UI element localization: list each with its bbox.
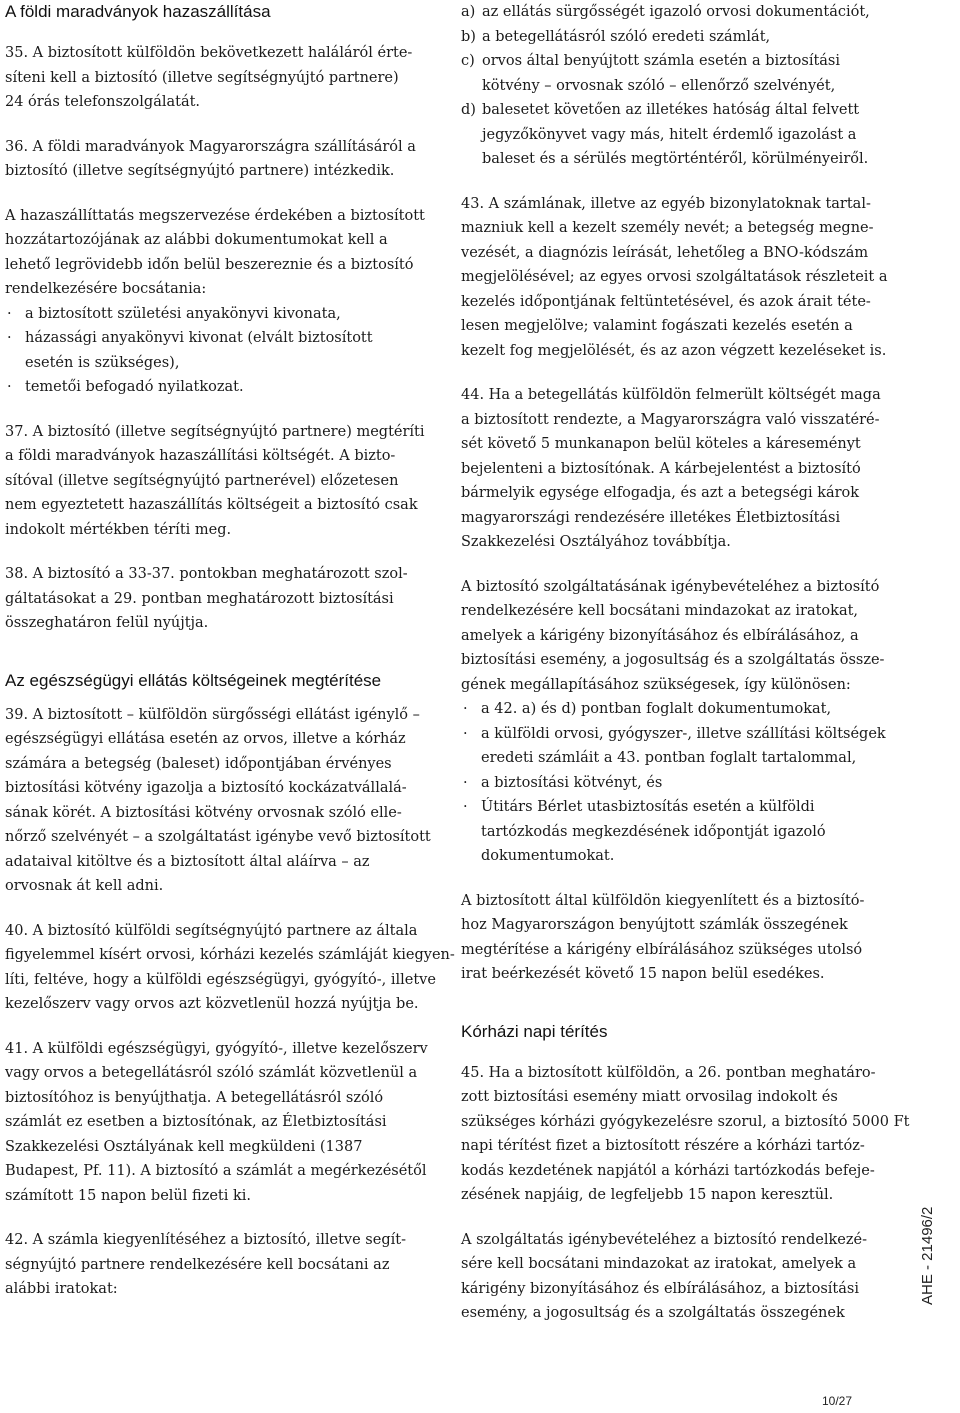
text-line: egészségügyi ellátása esetén az orvos, illetve a kórház bbox=[5, 731, 406, 747]
item-letter: b) bbox=[461, 28, 476, 45]
text-line: sának körét. A biztosítási kötvény orvosnak szóló elle- bbox=[5, 804, 402, 821]
lettered-item-text: kötvény – orvosnak szóló – ellenőrző szelvényét, bbox=[482, 77, 836, 94]
text-line: sére kell bocsátani mindazokat az iratokat, amelyek a bbox=[461, 1256, 857, 1272]
lettered-item bbox=[461, 0, 891, 25]
text-line: vagy orvos a betegellátásról szóló számlát közvetlenül a bbox=[5, 1065, 418, 1081]
text-line: számított 15 napon belül fizeti ki. bbox=[5, 1187, 252, 1204]
list-item-text: házassági anyakönyvi kivonat (elvált biztosított bbox=[25, 330, 373, 346]
text-line: amelyek a kárigény bizonyításához és elbírálásához, a bbox=[461, 627, 859, 644]
list-item-text: tartózkodás megkezdésének időpontját igazoló bbox=[481, 823, 826, 840]
text-line: nőrző szelvényét – a szolgáltatást igénybe vevő biztosított bbox=[5, 829, 431, 845]
lettered-item bbox=[461, 49, 891, 98]
text-line: biztosító (illetve segítségnyújtó partnere) intézkedik. bbox=[5, 163, 395, 179]
text-line: magyarországi rendezésére illetékes Életbiztosítási bbox=[461, 509, 841, 526]
item-letter: d) bbox=[461, 102, 476, 118]
lettered-item-text: a betegellátásról szóló eredeti számlát, bbox=[482, 28, 771, 45]
text-line: bármelyik egysége elfogadja, és azt a betegségi károk bbox=[461, 485, 860, 501]
bullet-icon: · bbox=[463, 774, 468, 791]
right-column bbox=[461, 0, 910, 1326]
text-line: Budapest, Pf. 11). A biztosító a számlát a megérkezésétől bbox=[5, 1163, 427, 1179]
paragraph-45-requirements bbox=[461, 1228, 891, 1326]
text-line: líti, feltéve, hogy a külföldi egészségügyi, gyógyító-, illetve bbox=[5, 971, 436, 988]
text-line: számlát ez esetben a biztosítónak, az Életbiztosítási bbox=[5, 1114, 387, 1130]
text-line: rendelkezésére bocsátania: bbox=[5, 281, 207, 297]
bullet-icon: · bbox=[463, 701, 468, 717]
bullet-icon: · bbox=[7, 379, 12, 395]
list-item-text: temetői befogadó nyilatkozat. bbox=[25, 379, 244, 395]
text-line: megtérítése a kárigény elbírálásához szükséges utolsó bbox=[461, 941, 863, 958]
text-line: bejelenteni a biztosítónak. A kárbejelentést a biztosító bbox=[461, 460, 861, 477]
section-title: A földi maradványok hazaszállítása bbox=[5, 2, 271, 21]
lettered-item-text: balesetet követően az illetékes hatóság által felvett bbox=[482, 102, 860, 118]
text-line: kárigény bizonyításához és elbírálásához, a biztosítási bbox=[461, 1280, 859, 1297]
paragraph-41 bbox=[5, 1037, 435, 1209]
text-line: 38. A biztosító a 33-37. pontokban meghatározott szol- bbox=[5, 566, 408, 582]
text-line: ségnyújtó partnere rendelkezésére kell bocsátani az bbox=[5, 1256, 390, 1273]
text-line: lesen megjelölve; valamint fogászati kezelés esetén a bbox=[461, 318, 853, 334]
list-item-text: dokumentumokat. bbox=[481, 848, 615, 864]
text-line: 37. A biztosító (illetve segítségnyújtó partnere) megtéríti bbox=[5, 423, 425, 440]
document-code: AHE - 21496/2 bbox=[919, 1206, 936, 1305]
text-line: mazniuk kell a kezelt személy nevét; a betegség megne- bbox=[461, 220, 874, 236]
text-line: 41. A külföldi egészségügyi, gyógyító-, illetve kezelőszerv bbox=[5, 1040, 428, 1057]
left-column bbox=[5, 0, 455, 1302]
text-line: sítóval (illetve segítségnyújtó partnerével) előzetesen bbox=[5, 472, 399, 489]
lettered-item-text: orvos által benyújtott számla esetén a biztosítási bbox=[482, 53, 841, 69]
bullet-icon: · bbox=[463, 725, 468, 742]
paragraph-42 bbox=[5, 1228, 435, 1302]
list-item bbox=[5, 375, 435, 400]
text-line: kezelőszerv vagy orvos azt közvetlenül hozzá nyújtja be. bbox=[5, 996, 419, 1012]
list-item-text: a biztosítási kötvényt, és bbox=[481, 774, 663, 791]
item-letter: c) bbox=[461, 53, 475, 69]
text-line: sét követő 5 munkanapon belül köteles a káreseményt bbox=[461, 436, 861, 452]
text-line: biztosítási esemény, a jogosultság és a szolgáltatás össze- bbox=[461, 652, 885, 668]
text-line: kezelt fog megjelölését, és az azon végzett kezeléseket is. bbox=[461, 342, 887, 359]
list-item bbox=[5, 302, 435, 327]
item-letter: a) bbox=[461, 4, 476, 20]
section-title-health-care: Az egészségügyi ellátás költségeinek megtérítése bbox=[5, 670, 382, 690]
list-item-text: esetén is szükséges), bbox=[25, 354, 180, 371]
paragraph-38 bbox=[5, 562, 435, 636]
text-line: zott biztosítási esemény miatt orvosilag indokolt és bbox=[461, 1089, 838, 1105]
document-list bbox=[5, 302, 435, 400]
text-line: 24 órás telefonszolgálatát. bbox=[5, 94, 201, 110]
paragraph-44 bbox=[461, 383, 891, 555]
text-line: 35. A biztosított külföldön bekövetkezett haláláról érte- bbox=[5, 45, 413, 61]
text-line: összeghatáron felül nyújtja. bbox=[5, 615, 209, 631]
list-item-text: eredeti számláit a 43. pontban foglalt tartalommal, bbox=[481, 750, 857, 766]
text-line: 36. A földi maradványok Magyarországra szállításáról a bbox=[5, 138, 416, 155]
paragraph-39 bbox=[5, 703, 435, 899]
text-line: hozzátartozójának az alábbi dokumentumokat kell a bbox=[5, 232, 388, 248]
paragraph-43 bbox=[461, 192, 891, 364]
text-line: adataival kitöltve és a biztosított által aláírva – az bbox=[5, 853, 370, 870]
text-line: A hazaszállíttatás megszervezése érdekében a biztosított bbox=[5, 207, 425, 224]
text-line: Szakkezelési Osztályának kell megküldeni (1387 bbox=[5, 1138, 363, 1155]
bullet-icon: · bbox=[7, 305, 12, 322]
lettered-item-text: az ellátás sürgősségét igazoló orvosi dokumentációt, bbox=[482, 4, 870, 20]
list-item-text: Útitárs Bérlet utasbiztosítás esetén a külföldi bbox=[481, 799, 815, 815]
text-line: 40. A biztosító külföldi segítségnyújtó partnere az általa bbox=[5, 922, 418, 939]
text-line: síteni kell a biztosító (illetve segítségnyújtó partnere) bbox=[5, 69, 399, 86]
text-line: Szakkezelési Osztályához továbbítja. bbox=[461, 534, 731, 550]
text-line: nem egyeztetett hazaszállítás költségeit a biztosító csak bbox=[5, 497, 418, 513]
text-line: a biztosított rendezte, a Magyarországra való visszatéré- bbox=[461, 411, 880, 428]
text-line: megjelölésével; az egyes orvosi szolgáltatások részleteit a bbox=[461, 269, 888, 285]
paragraph-44-requirements bbox=[461, 575, 891, 698]
text-line: 39. A biztosított – külföldön sürgősségi ellátást igénylő – bbox=[5, 706, 420, 723]
text-line: szükséges kórházi gyógykezelésre szorul, a biztosító 5000 Ft bbox=[461, 1113, 910, 1130]
text-line: orvosnak át kell adni. bbox=[5, 878, 164, 894]
required-documents-list bbox=[461, 697, 891, 869]
text-line: 45. Ha a biztosított külföldön, a 26. pontban meghatáro- bbox=[461, 1064, 876, 1081]
paragraph-40 bbox=[5, 919, 455, 1017]
list-item-text: a külföldi orvosi, gyógyszer-, illetve szállítási költségek bbox=[481, 725, 886, 742]
text-line: gáltatásokat a 29. pontban meghatározott biztosítási bbox=[5, 590, 394, 607]
text-line: napi térítést fizet a biztosított részére a kórházi tartóz- bbox=[461, 1138, 865, 1154]
list-item bbox=[5, 326, 435, 375]
list-item-text: a 42. a) és d) pontban foglalt dokumentumokat, bbox=[481, 701, 832, 717]
text-line: indokolt mértékben téríti meg. bbox=[5, 521, 232, 538]
text-line: hoz Magyarországon benyújtott számlák összegének bbox=[461, 917, 848, 933]
text-line: vezését, a diagnózis leírását, lehetőleg a BNO-kódszám bbox=[461, 244, 869, 261]
text-line: lehető legrövidebb időn belül beszereznie és a biztosító bbox=[5, 256, 414, 273]
text-line: figyelemmel kísért orvosi, kórházi kezelés számláját kiegyen- bbox=[5, 947, 455, 963]
text-line: biztosítási kötvény igazolja a biztosító kockázatvállalá- bbox=[5, 780, 407, 796]
text-line: 42. A számla kiegyenlítéséhez a biztosító, illetve segít- bbox=[5, 1232, 406, 1248]
text-line: alábbi iratokat: bbox=[5, 1281, 118, 1297]
paragraph-37 bbox=[5, 420, 435, 543]
list-item bbox=[461, 722, 891, 771]
text-line: számára a betegség (baleset) időpontjában érvényes bbox=[5, 755, 392, 772]
paragraph-36-documents-intro bbox=[5, 204, 435, 302]
list-item-text: a biztosított születési anyakönyvi kivonata, bbox=[25, 305, 341, 322]
text-line: 44. Ha a betegellátás külföldön felmerült költségét maga bbox=[461, 387, 881, 403]
lettered-item bbox=[461, 25, 891, 50]
paragraph-36 bbox=[5, 135, 435, 184]
text-line: A biztosított által külföldön kiegyenlített és a biztosító- bbox=[461, 892, 865, 909]
text-line: rendelkezésére kell bocsátani mindazokat az iratokat, bbox=[461, 603, 859, 619]
lettered-item bbox=[461, 98, 891, 172]
text-line: zésének napjáig, de legfeljebb 15 napon keresztül. bbox=[461, 1187, 834, 1203]
list-item bbox=[461, 771, 891, 796]
text-line: 43. A számlának, illetve az egyéb bizonylatoknak tartal- bbox=[461, 195, 871, 212]
page-number: 10/27 bbox=[822, 1394, 853, 1408]
bullet-icon: · bbox=[7, 330, 12, 346]
text-line: A szolgáltatás igénybevételéhez a biztosító rendelkezé- bbox=[461, 1231, 867, 1248]
text-line: gének megállapításához szükségesek, így különösen: bbox=[461, 676, 851, 693]
claim-document-list bbox=[461, 0, 891, 172]
paragraph-35 bbox=[5, 41, 435, 115]
section-title-hospital-allowance: Kórházi napi térítés bbox=[461, 1021, 608, 1041]
text-line: kodás kezdetének napjától a kórházi tartózkodás befeje- bbox=[461, 1162, 875, 1179]
paragraph-44-due bbox=[461, 889, 891, 987]
text-line: a földi maradványok hazaszállítási költségét. A bizto- bbox=[5, 448, 396, 464]
text-line: esemény, a jogosultság és a szolgáltatás összegének bbox=[461, 1305, 845, 1321]
list-item bbox=[461, 795, 891, 869]
bullet-icon: · bbox=[463, 799, 468, 815]
text-line: kezelés időpontjának feltüntetésével, és azok árait téte- bbox=[461, 293, 871, 310]
paragraph-45 bbox=[461, 1061, 910, 1208]
lettered-item-text: baleset és a sérülés megtörténtéről, körülményeiről. bbox=[482, 151, 869, 167]
list-item bbox=[461, 697, 891, 722]
lettered-item-text: jegyzőkönyvet vagy más, hitelt érdemlő igazolást a bbox=[482, 126, 857, 143]
text-line: A biztosító szolgáltatásának igénybevételéhez a biztosító bbox=[461, 578, 880, 595]
text-line: biztosítóhoz is benyújthatja. A betegellátásról szóló bbox=[5, 1089, 384, 1106]
text-line: irat beérkezését követő 15 napon belül esedékes. bbox=[461, 966, 825, 982]
